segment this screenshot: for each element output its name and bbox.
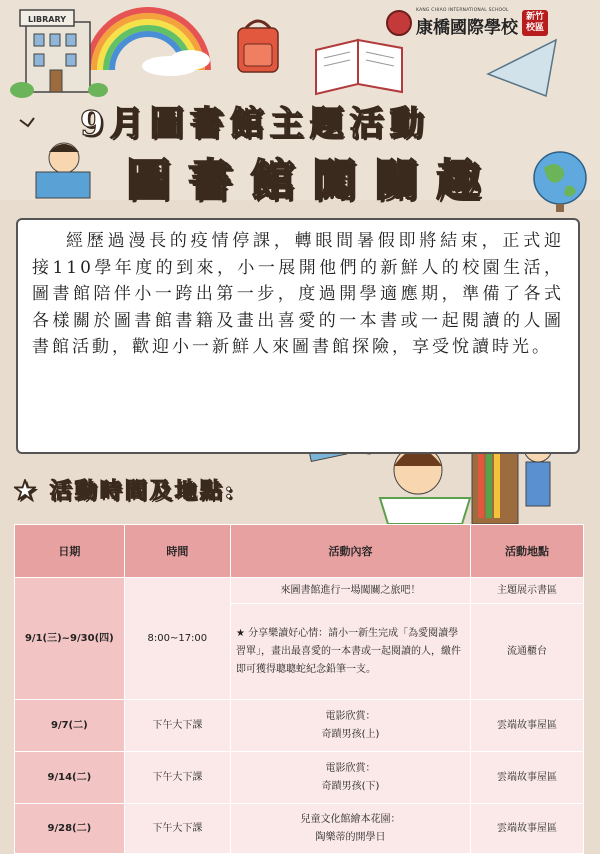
row3-place: 雲端故事屋區	[471, 752, 584, 804]
table-row	[15, 700, 584, 752]
table-row	[15, 804, 584, 854]
row2-content-line2: 奇蹟男孩(上)	[321, 728, 380, 740]
row2-date: 9/7(二)	[15, 700, 125, 752]
library-sign: LIBRARY	[27, 15, 67, 24]
header-time: 時間	[124, 525, 230, 578]
girl-reading-icon	[380, 446, 470, 524]
school-seal-icon	[386, 10, 412, 36]
row3-date: 9/14(二)	[15, 752, 125, 804]
row3-time: 下午大下課	[124, 752, 230, 804]
row1-time: 8:00~17:00	[124, 578, 230, 700]
intro-box	[16, 218, 580, 454]
school-name-en: KANG CHIAO INTERNATIONAL SCHOOL	[416, 8, 509, 13]
row1-content-a: 來圖書館進行一場闖關之旅吧！	[230, 578, 470, 604]
row1-place-b: 流通櫃台	[471, 604, 584, 700]
row2-time: 下午大下課	[124, 700, 230, 752]
row3-content-line1: 電影欣賞：	[325, 762, 376, 774]
row2-content	[230, 700, 470, 752]
row4-date: 9/28(二)	[15, 804, 125, 854]
row3-content-line2: 奇蹟男孩(下)	[321, 780, 380, 792]
header-content: 活動內容	[230, 525, 470, 578]
header-place: 活動地點	[471, 525, 584, 578]
table-row	[15, 578, 584, 604]
row1-place-a: 主題展示書區	[471, 578, 584, 604]
row4-place: 雲端故事屋區	[471, 804, 584, 854]
rainbow-icon	[88, 10, 210, 76]
table-header-row	[15, 525, 584, 578]
row4-time: 下午大下課	[124, 804, 230, 854]
row1-content-b: ★ 分享樂讀好心情：請小一新生完成「為愛閱讀學習單」，畫出最喜愛的一本書或一起閱讀的人，繳件即可獲得聰聰蛇紀念鉛筆一支。	[230, 604, 470, 700]
set-square-icon	[488, 40, 556, 96]
row1-date: 9/1(三)~9/30(四)	[15, 578, 125, 700]
campus-badge: 新竹校區	[522, 10, 548, 36]
row2-content-line1: 電影欣賞：	[325, 710, 376, 722]
title-line-1: 9月圖書館主題活動	[80, 104, 430, 144]
row4-content	[230, 804, 470, 854]
row4-content-line2: 陶樂蒂的開學日	[315, 831, 386, 843]
open-book-icon	[316, 40, 402, 94]
backpack-icon	[238, 21, 278, 72]
intro-text: 經歷過漫長的疫情停課，轉眼間暑假即將結束，正式迎接110學年度的到來，小一展開他們的新鮮人的校園生活，圖書館陪伴小一跨出第一步，度過開學適應期，準備了各式各樣關於圖書館書籍及畫出喜愛的一本書或一起閱讀的人圖書館活動，歡迎小一新鮮人來圖書館探險，享受悅讀時光。	[32, 231, 564, 357]
globe-icon	[534, 152, 586, 212]
school-logo	[386, 8, 548, 38]
header-date: 日期	[15, 525, 125, 578]
schedule-table	[14, 524, 584, 854]
row3-content	[230, 752, 470, 804]
section-heading: ★ 活動時間及地點:	[14, 478, 236, 504]
row4-content-line1: 兒童文化館繪本花園：	[300, 813, 401, 825]
table-row	[15, 752, 584, 804]
title-line-2: 圖書館闖關趣	[126, 155, 498, 206]
row2-place: 雲端故事屋區	[471, 700, 584, 752]
school-name-zh: 康橋國際學校	[416, 18, 518, 38]
